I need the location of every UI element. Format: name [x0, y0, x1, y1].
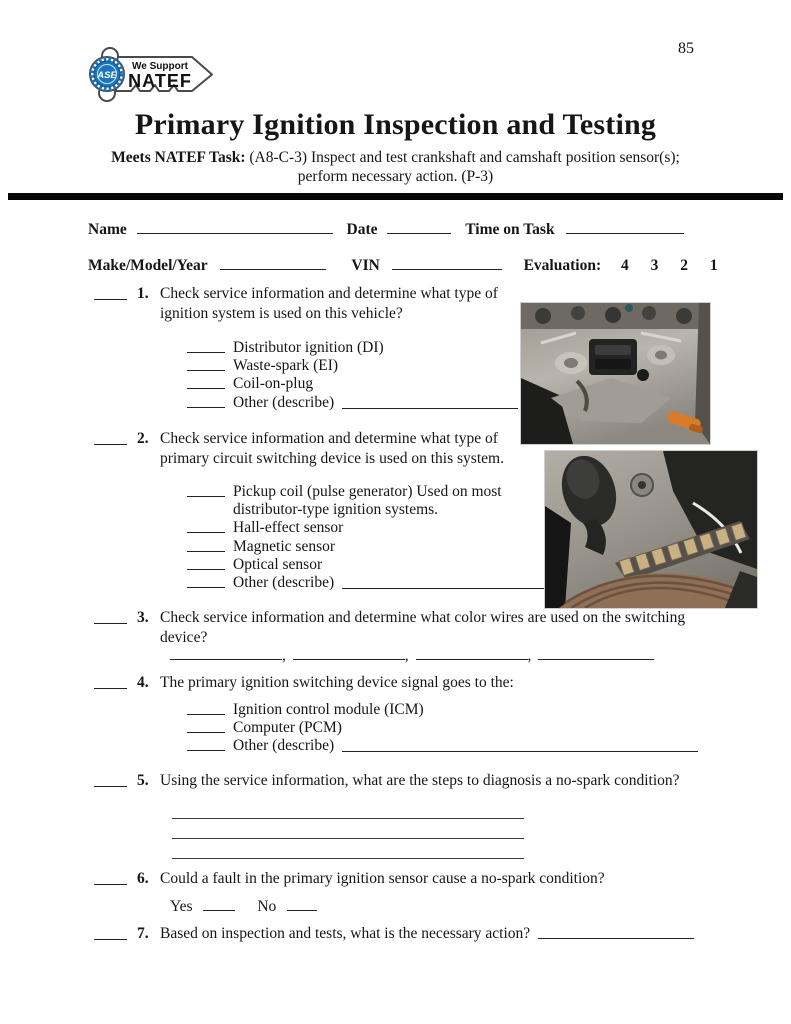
q2-option-3-label: Magnetic sensor: [233, 537, 336, 555]
date-field[interactable]: [387, 219, 451, 234]
question-2: [94, 429, 528, 468]
q1-other-blank[interactable]: [187, 394, 225, 408]
q1-option-1-blank[interactable]: [187, 339, 225, 353]
make-model-year-label: Make/Model/Year: [88, 257, 208, 274]
q6-no-field[interactable]: [287, 896, 317, 911]
time-on-task-label: Time on Task: [465, 221, 555, 238]
q4-number: 4.: [137, 674, 149, 691]
q1-option-2-label: Waste-spark (EI): [233, 357, 339, 375]
question-4: [94, 673, 720, 693]
option-row: [187, 737, 698, 755]
question-7: [94, 924, 694, 944]
q4-other-label: Other (describe): [233, 737, 335, 755]
q1-option-2-blank[interactable]: [187, 357, 225, 371]
q7-text: Based on inspection and tests, what is the necessary action?: [160, 925, 531, 942]
natef-task-line2: perform necessary action. (P-3): [297, 168, 494, 185]
comma: ,: [404, 647, 409, 664]
q4-score-blank[interactable]: [94, 673, 127, 689]
q6-score-blank[interactable]: [94, 869, 127, 885]
q6-number: 6.: [137, 870, 149, 887]
make-model-year-field[interactable]: [220, 255, 326, 270]
option-row: [187, 538, 568, 556]
q2-option-2-blank[interactable]: [187, 519, 225, 533]
q5-text: Using the service information, what are the steps to diagnosis a no-spark condition?: [160, 772, 680, 789]
time-on-task-field[interactable]: [566, 219, 684, 234]
info-row-2: [88, 255, 718, 275]
crankshaft-position-sensor-photo: [545, 451, 757, 608]
question-1: [94, 284, 512, 323]
option-row: [187, 375, 518, 393]
q4-option-1-blank[interactable]: [187, 701, 225, 715]
evaluation-score-1[interactable]: 1: [709, 257, 718, 274]
name-field[interactable]: [137, 219, 333, 234]
q4-text: The primary ignition switching device signal goes to the:: [160, 674, 514, 691]
q2-other-label: Other (describe): [233, 574, 335, 592]
option-row: [187, 556, 568, 574]
evaluation-label: Evaluation:: [523, 257, 602, 274]
vin-label: VIN: [351, 257, 380, 274]
q6-yes-field[interactable]: [203, 896, 235, 911]
q1-option-3-label: Coil-on-plug: [233, 375, 314, 393]
q2-options: [187, 483, 568, 592]
option-row: [187, 339, 518, 357]
q3-wire-color-3-field[interactable]: [416, 645, 528, 660]
q1-other-label: Other (describe): [233, 393, 335, 411]
q4-option-1-label: Ignition control module (ICM): [233, 701, 424, 718]
q6-text: Could a fault in the primary ignition sensor cause a no-spark condition?: [160, 870, 605, 887]
comma: ,: [527, 647, 532, 664]
q6-no-label: No: [257, 898, 277, 915]
q2-option-4-label: Optical sensor: [233, 555, 323, 573]
q2-other-blank[interactable]: [187, 574, 225, 588]
q6-yes-no-row: [170, 896, 317, 916]
evaluation-score-3[interactable]: 3: [650, 257, 659, 274]
q2-option-2-label: Hall-effect sensor: [233, 519, 344, 537]
q7-answer-field[interactable]: [538, 924, 694, 939]
question-5: [94, 771, 740, 791]
option-row: [187, 574, 568, 592]
camshaft-position-sensor-photo: [521, 303, 710, 444]
q3-text: Check service information and determine what color wires are used on the switching device?: [160, 609, 686, 646]
q2-number: 2.: [137, 430, 149, 447]
q5-answer-line-3[interactable]: [172, 839, 524, 859]
q3-number: 3.: [137, 609, 149, 626]
q3-wire-color-blanks: [170, 645, 654, 665]
divider-rule: [8, 193, 783, 200]
q5-score-blank[interactable]: [94, 771, 127, 787]
ase-text: ASE: [97, 70, 117, 81]
q4-option-2-blank[interactable]: [187, 719, 225, 733]
vin-field[interactable]: [392, 255, 502, 270]
q1-options: [187, 339, 518, 412]
q2-option-1-blank[interactable]: [187, 483, 225, 497]
q5-answer-lines: [172, 799, 524, 859]
option-row: [187, 719, 698, 737]
q1-option-3-blank[interactable]: [187, 375, 225, 389]
q5-answer-line-2[interactable]: [172, 819, 524, 839]
q1-other-field[interactable]: [342, 394, 518, 409]
info-row-1: [88, 219, 684, 239]
page-title: Primary Ignition Inspection and Testing: [134, 108, 657, 141]
option-row: [187, 483, 568, 519]
option-row: [187, 701, 698, 719]
q3-wire-color-4-field[interactable]: [538, 645, 654, 660]
q1-number: 1.: [137, 285, 149, 302]
option-row: [187, 394, 518, 412]
q4-options: [187, 701, 698, 756]
q2-other-field[interactable]: [342, 574, 568, 589]
q5-answer-line-1[interactable]: [172, 799, 524, 819]
comma: ,: [282, 647, 286, 664]
date-label: Date: [346, 221, 378, 238]
natef-logo: [86, 43, 222, 107]
task-label: Meets NATEF Task:: [111, 149, 246, 166]
name-label: Name: [88, 221, 127, 238]
q3-score-blank[interactable]: [94, 608, 127, 624]
option-row: [187, 519, 568, 537]
q3-wire-color-2-field[interactable]: [293, 645, 405, 660]
q2-option-3-blank[interactable]: [187, 538, 225, 552]
page-number: 85: [678, 40, 694, 57]
evaluation-score-4[interactable]: 4: [620, 257, 629, 274]
question-6: [94, 869, 605, 889]
q7-number: 7.: [137, 925, 149, 942]
task-text: (A8-C-3) Inspect and test crankshaft and camshaft position sensor(s);: [249, 149, 680, 166]
q1-score-blank[interactable]: [94, 284, 127, 300]
logo-brand: NATEF: [128, 71, 192, 91]
q4-option-2-label: Computer (PCM): [233, 719, 342, 737]
q2-option-4-blank[interactable]: [187, 556, 225, 570]
logo-tagline: We Support: [132, 61, 188, 72]
q4-other-blank[interactable]: [187, 737, 225, 751]
q5-number: 5.: [137, 772, 149, 789]
q2-score-blank[interactable]: [94, 429, 127, 445]
q1-option-1-label: Distributor ignition (DI): [233, 339, 384, 356]
question-3: [94, 608, 706, 647]
q3-wire-color-1-field[interactable]: [170, 645, 282, 660]
option-row: [187, 357, 518, 375]
q7-score-blank[interactable]: [94, 924, 127, 940]
q2-option-1-label: Pickup coil (pulse generator) Used on most distributor-type ignition systems.: [233, 483, 502, 519]
q4-other-field[interactable]: [342, 737, 698, 752]
q1-text: Check service information and determine what type of ignition system is used on this vehicle?: [160, 285, 498, 322]
evaluation-score-2[interactable]: 2: [680, 257, 688, 274]
q2-text: Check service information and determine what type of primary circuit switching device is used on this system.: [160, 430, 504, 467]
natef-task-line: [0, 149, 791, 167]
q6-yes-label: Yes: [170, 898, 193, 915]
